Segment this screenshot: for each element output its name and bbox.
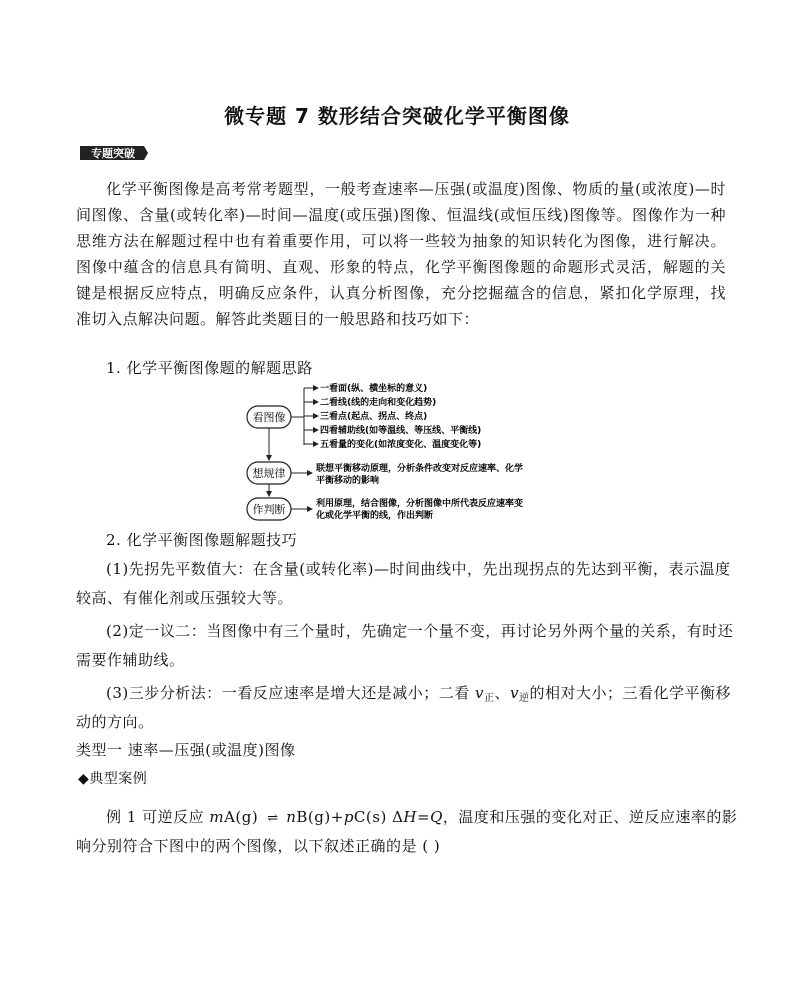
heat-q: Q (430, 808, 443, 826)
look-item: 一看面(纵、横坐标的意义) (320, 384, 428, 394)
judge-box-label: 作判断 (252, 503, 286, 516)
coef-p: p (343, 808, 354, 826)
coef-m: m (209, 808, 225, 826)
section1-heading: 1. 化学平衡图像题的解题思路 (106, 359, 313, 377)
tip2-text: (2)定一议二：当图像中有三个量时，先确定一个量不变，再讨论另外两个量的关系，有时还 (106, 622, 734, 640)
topic-badge-icon (78, 144, 150, 162)
think-text: 平衡移动的影响 (316, 476, 380, 486)
tip2-text-cont: 需要作辅助线。 (76, 651, 185, 669)
think-text: 联想平衡移动原理，分析条件改变对反应速率、化学 (316, 464, 524, 474)
think-box-label: 想规律 (252, 467, 286, 480)
forward-subscript: 正 (484, 693, 495, 704)
look-item: 五看量的变化(如浓度变化、温度变化等) (320, 440, 482, 450)
tip3-separator: 、 (494, 684, 511, 702)
look-item: 四看辅助线(如等温线、等压线、平衡线) (320, 426, 482, 436)
tip3-text (106, 682, 731, 704)
look-item: 三看点(起点、拐点、终点) (320, 412, 428, 422)
section2-heading: 2. 化学平衡图像题解题技巧 (106, 531, 298, 549)
enthalpy-symbol: H (403, 808, 417, 826)
species-c: C(s) Δ (353, 808, 404, 826)
look-box-label: 看图像 (252, 411, 286, 424)
judge-text: 化或化学平衡的线，作出判断 (316, 511, 434, 521)
example-heading: ◆典型案例 (78, 771, 148, 787)
species-a: A(g) (224, 808, 259, 826)
example-rest: ，温度和压强的变化对正、逆反应速率的影 (442, 808, 738, 826)
v-forward-symbol: v (475, 684, 485, 702)
species-b: B(g)+ (296, 808, 344, 826)
example-label: 例 1 可逆反应 (106, 808, 210, 826)
tip1-text: (1)先拐先平数值大：在含量(或转化率)—时间曲线中，先出现拐点的先达到平衡，表示温度 (106, 560, 731, 578)
equals-sign: = (417, 808, 431, 826)
v-reverse-symbol: v (510, 684, 520, 702)
badge-label: 专题突破 (91, 147, 135, 160)
reversible-arrow-icon: ⇌ (267, 811, 278, 826)
reverse-subscript: 逆 (519, 693, 530, 704)
type-heading: 类型一 速率—压强(或温度)图像 (76, 741, 296, 759)
tip3-text-cont: 动的方向。 (76, 713, 154, 731)
solving-approach-diagram (240, 376, 560, 526)
tip3-part1: (3)三步分析法：一看反应速率是增大还是减小；二看 (106, 684, 476, 702)
example1-text-cont: 响分别符合下图中的两个图像，以下叙述正确的是 ( ) (76, 837, 441, 855)
example1-text (106, 806, 737, 827)
page-title: 微专题 7 数形结合突破化学平衡图像 (224, 104, 570, 128)
tip1-text-cont: 较高、有催化剂或压强较大等。 (76, 589, 294, 607)
intro-paragraph: 化学平衡图像是高考常考题型，一般考查速率—压强(或温度)图像、物质的量(或浓度)—时间图像、含量(或转化率)—时间—温度(或压强)图像、恒温线(或恒压线)图像等。图像作为一种思维方法在解题过程中也有着重要作用，可以将一些较为抽象的知识转化为图像，进行解决。图像中蕴含的信息具有简明、直观、形象的特点，化学平衡图像题的命题形式灵活，解题的关键是根据反应特点，明确反应条件，认真分析图像，充分挖掘蕴含的信息，紧扣化学原理，找准切入点解决问题。解答此类题目的一般思路和技巧如下： (76, 180, 726, 328)
coef-n: n (286, 808, 297, 826)
tip3-part2: 的相对大小；三看化学平衡移 (529, 684, 732, 702)
judge-text: 利用原理，结合图像，分析图像中所代表反应速率变 (316, 499, 524, 509)
look-item: 二看线(线的走向和变化趋势) (320, 398, 437, 408)
